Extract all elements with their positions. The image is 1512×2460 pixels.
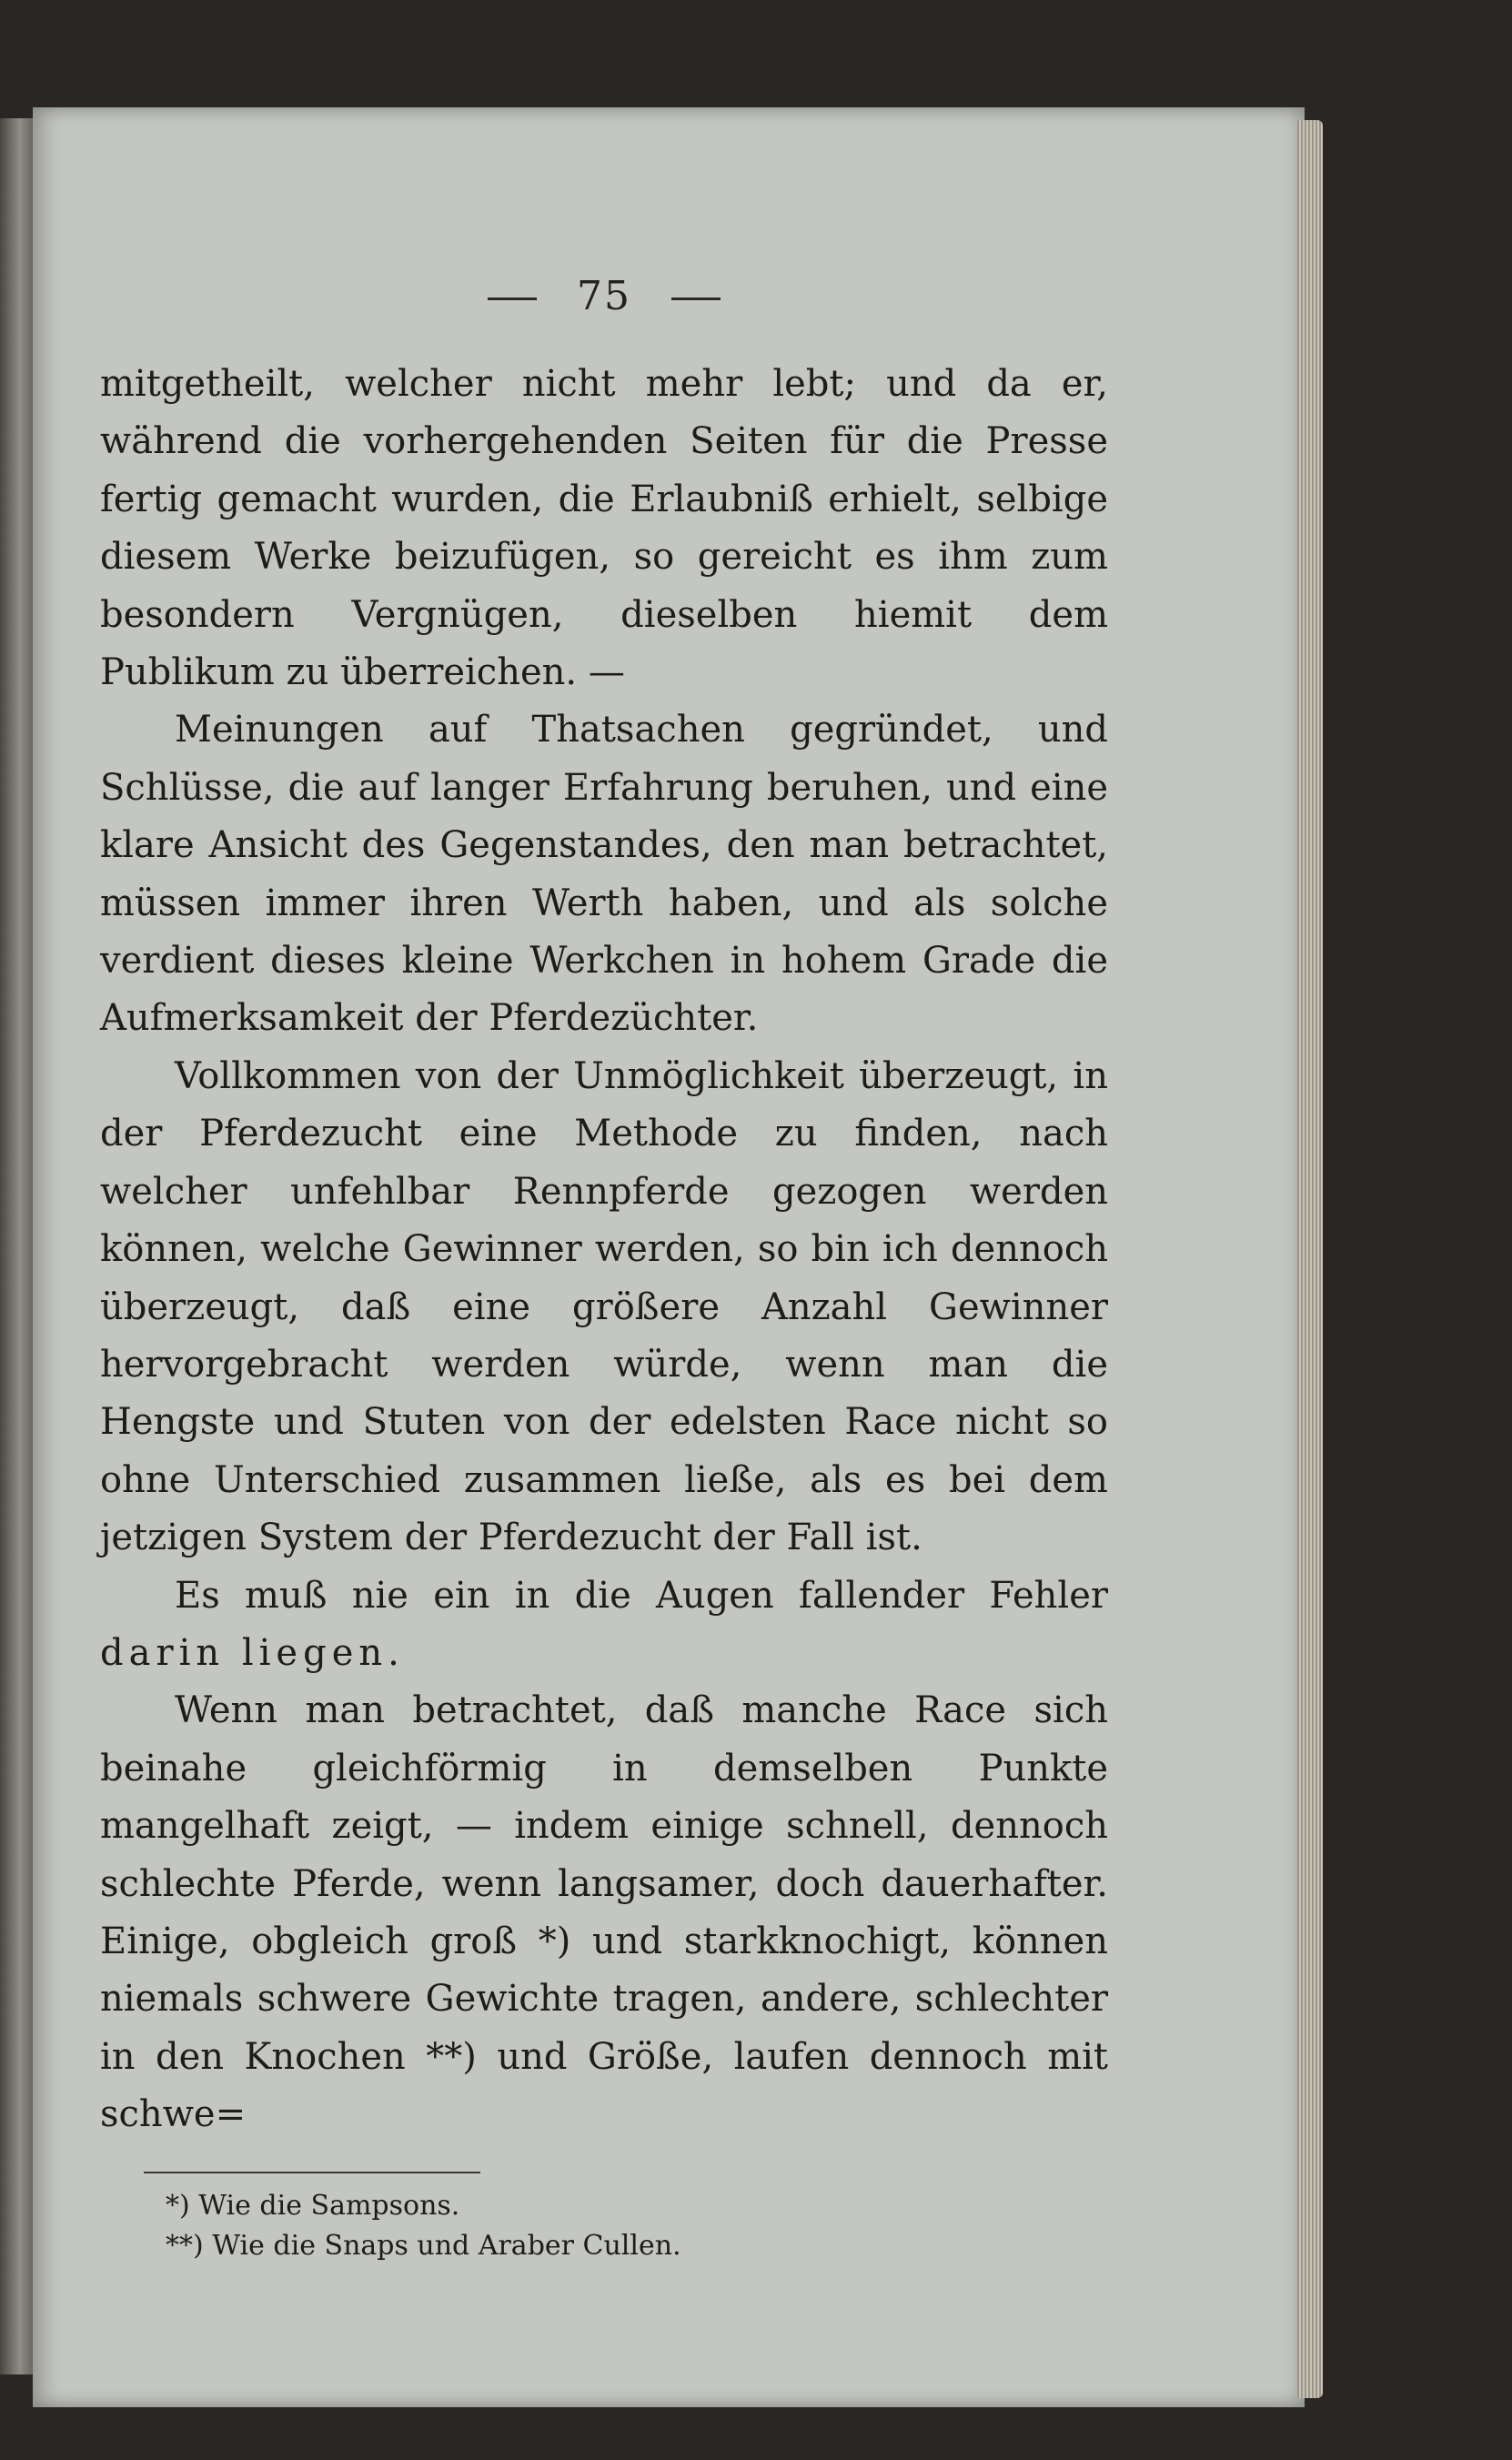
page-fore-edge bbox=[1297, 120, 1323, 2398]
header-dash-right bbox=[671, 297, 721, 300]
footnotes bbox=[100, 2186, 1108, 2266]
paragraph-3: Vollkommen von der Unmöglichkeit überzeugt, in der Pferdezucht eine Methode zu finden, nach welcher unfehlbar Rennpferde gezogen werden können, welche Gewinner werden, so bin ich dennoch überzeugt, daß eine größere Anzahl Gewinner hervorgebracht werden würde, wenn man die Hengste und Stuten von der edelsten Race nicht so ohne Unterschied zusammen ließe, als es bei dem jetzigen System der Pferdezucht der Fall ist. bbox=[100, 1054, 1108, 1559]
page-content bbox=[100, 146, 1108, 2266]
footnote-1: *) Wie die Sampsons. bbox=[166, 2189, 460, 2222]
paragraph-2: Meinungen auf Thatsachen gegründet, und Schlüsse, die auf langer Erfahrung beruhen, und eine klare Ansicht des Gegenstandes, den man betrachtet, müssen immer ihren Werth haben, und als solche verdient dieses kleine Werkchen in hohem Grade die Aufmerksamkeit der Pferdezüchter. bbox=[100, 709, 1108, 1040]
paragraph-4-text: Es muß nie ein in die Augen fallender Fehler bbox=[175, 1574, 1108, 1617]
paragraph-4-end: . bbox=[388, 1631, 399, 1674]
paragraph-1: mitgetheilt, welcher nicht mehr lebt; und da er, während die vorhergehenden Seiten für die Presse fertig gemacht wurden, die Erlaubniß erhielt, selbige diesem Werke beizufügen, so gereicht es ihm zum besondern Vergnügen, dieselben hiemit dem Publikum zu überreichen. — bbox=[100, 363, 1108, 694]
body-text bbox=[100, 356, 1108, 2144]
header-dash-left bbox=[488, 297, 537, 300]
page-number: 75 bbox=[577, 273, 631, 319]
page-header bbox=[100, 273, 1108, 319]
paragraph-4 bbox=[100, 1568, 1108, 1683]
paragraph-5: Wenn man betrachtet, daß manche Race sich beinahe gleichförmig in demselben Punkte mangelhaft zeigt, — indem einige schnell, dennoch schlechte Pferde, wenn langsamer, doch dauerhafter. Einige, obgleich groß *) und starkknochigt, können niemals schwere Gewichte tragen, andere, schlechter in den Knochen **) und Größe, laufen dennoch mit schwe= bbox=[100, 1689, 1108, 2136]
left-page-edge bbox=[0, 118, 33, 2374]
footnote-2: **) Wie die Snaps und Araber Cullen. bbox=[166, 2229, 681, 2262]
paragraph-4-spaced-text: darin liegen bbox=[100, 1631, 388, 1674]
footnote-rule bbox=[144, 2172, 480, 2173]
